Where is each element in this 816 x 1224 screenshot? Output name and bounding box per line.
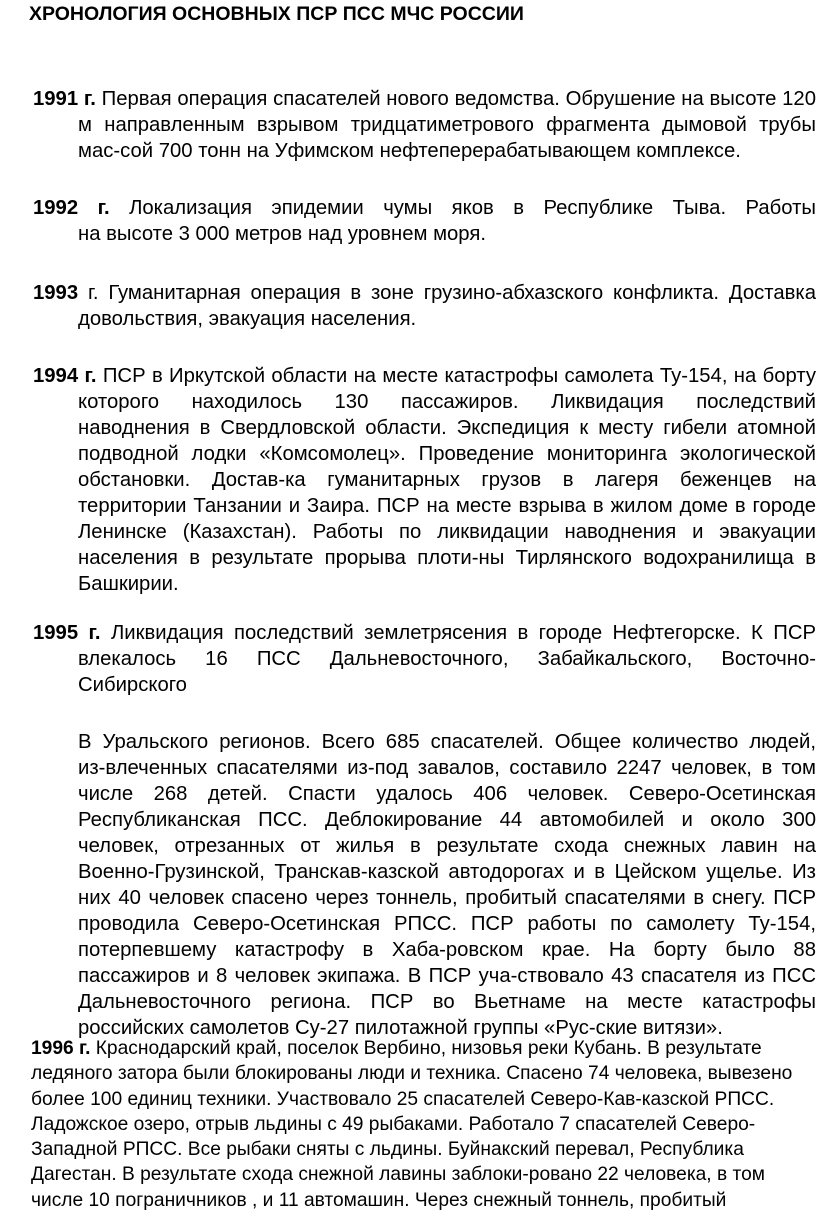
entry-year: 1993 — [33, 282, 79, 304]
entry-1993 — [33, 280, 816, 332]
entry-line: 1993 г. Гуманитарная операция в зоне грузино-абхазского конфликта. Доставка — [33, 282, 816, 304]
entry-line: потерпевшему катастрофу в Хаба-ровском крае. На борту было 88 — [78, 939, 816, 961]
entry-line: Дальневосточного региона. ПСР во Вьетнаме на месте катастрофы — [78, 991, 816, 1013]
entry-1994 — [33, 363, 816, 597]
entry-line: Западной РПСС. Все рыбаки сняты с льдины. Буйнакский перевал, Республика — [31, 1139, 744, 1161]
entry-line: В Уральского регионов. Всего 685 спасателей. Общее количество людей, — [78, 731, 816, 753]
entry-line: подводной лодки «Комсомолец». Проведение мониторинга экологической — [78, 443, 816, 465]
entry-line: Башкирии. — [78, 573, 179, 595]
entry-line: российских самолетов Су-27 пилотажной группы «Рус-ские витязи». — [78, 1017, 723, 1039]
entry-year: 1992 г. — [33, 197, 110, 219]
entry-1992 — [33, 195, 816, 247]
entry-line: на высоте 3 000 метров над уровнем моря. — [78, 223, 486, 245]
entry-line: 1991 г. Первая операция спасателей нового ведомства. Обрушение на высоте 120 — [33, 88, 816, 110]
entry-line: Дагестан. В результате схода снежной лавины заблоки-ровано 22 человека, в том — [31, 1164, 765, 1186]
entry-line: которого находилось 130 пассажиров. Ликвидация последствий — [78, 391, 816, 413]
entry-line: мас-сой 700 тонн на Уфимском нефтеперерабатывающем комплексе. — [78, 140, 741, 162]
entry-line: ледяного затора были блокированы люди и техника. Спасено 74 человека, вывезено — [31, 1063, 793, 1085]
entry-line: территории Танзании и Заира. ПСР на месте взрыва в жилом доме в городе — [78, 495, 816, 517]
entry-year: 1995 г. — [33, 622, 101, 644]
entry-line: 1995 г. Ликвидация последствий землетрясения в городе Нефтегорске. К ПСР — [33, 622, 816, 644]
entry-1995 — [33, 620, 816, 698]
entry-line: числе 10 пограничников , и 11 автомашин. Через снежный тоннель, пробитый — [31, 1189, 727, 1211]
entry-line: м направленным взрывом тридцатиметрового фрагмента дымовой трубы — [78, 114, 816, 136]
entry-line: обстановки. Достав-ка гуманитарных грузов в лагеря беженцев на — [78, 469, 816, 491]
entry-line: довольствия, эвакуация населения. — [78, 308, 417, 330]
entry-line: проводила Северо-Осетинская РПСС. ПСР работы по самолету Ту-154, — [78, 913, 816, 935]
entry-line: пассажиров и 8 человек экипажа. В ПСР уча-ствовало 43 спасателя из ПСС — [78, 965, 816, 987]
entry-line: числе 268 детей. Спасти удалось 406 человек. Северо-Осетинская — [78, 783, 816, 805]
entry-line: Ленинске (Казахстан). Работы по ликвидации наводнения и эвакуации — [78, 521, 816, 543]
entry-line: Сибирского — [78, 674, 187, 696]
entry-line: Ладожское озеро, отрыв льдины с 49 рыбаками. Работало 7 спасателей Северо- — [31, 1113, 756, 1135]
entry-1991 — [33, 86, 816, 164]
entry-line: них 40 человек спасено через тоннель, пробитый спасателями в снегу. ПСР — [78, 887, 816, 909]
entry-line: Военно-Грузинской, Транскав-казской автодорогах и в Цейском ущелье. Из — [78, 861, 816, 883]
entry-line: Республиканская ПСС. Деблокирование 44 автомобилей и около 300 — [78, 809, 816, 831]
entry-line: влекалось 16 ПСС Дальневосточного, Забайкальского, Восточно- — [78, 648, 816, 670]
entry-1996 — [31, 1036, 792, 1213]
entry-line: из-влеченных спасателями из-под завалов, составило 2247 человек, в том — [78, 757, 816, 779]
entry-1995-continuation — [33, 729, 816, 1041]
entry-line: человек, отрезанных от жилья в результате схода снежных лавин на — [78, 835, 816, 857]
entry-year: 1996 г. — [31, 1038, 91, 1059]
entry-line: более 100 единиц техники. Участвовало 25 спасателей Северо-Кав-казской РПСС. — [31, 1088, 775, 1110]
entry-line: наводнения в Свердловской области. Экспедиция к месту гибели атомной — [78, 417, 816, 439]
entry-line: 1994 г. ПСР в Иркутской области на месте катастрофы самолета Ту-154, на борту — [33, 365, 816, 387]
entry-year: 1994 г. — [33, 365, 97, 387]
entry-line: 1996 г. Краснодарский край, поселок Вербино, низовья реки Кубань. В результате — [31, 1038, 762, 1059]
entry-line: населения в результате прорыва плоти-ны Тирлянского водохранилища в — [78, 547, 816, 569]
entry-line: 1992 г. Локализация эпидемии чумы яков в Республике Тыва. Работы — [33, 197, 816, 219]
entry-year: 1991 г. — [33, 88, 96, 110]
page-title: ХРОНОЛОГИЯ ОСНОВНЫХ ПСР ПСС МЧС РОССИИ — [29, 3, 524, 25]
